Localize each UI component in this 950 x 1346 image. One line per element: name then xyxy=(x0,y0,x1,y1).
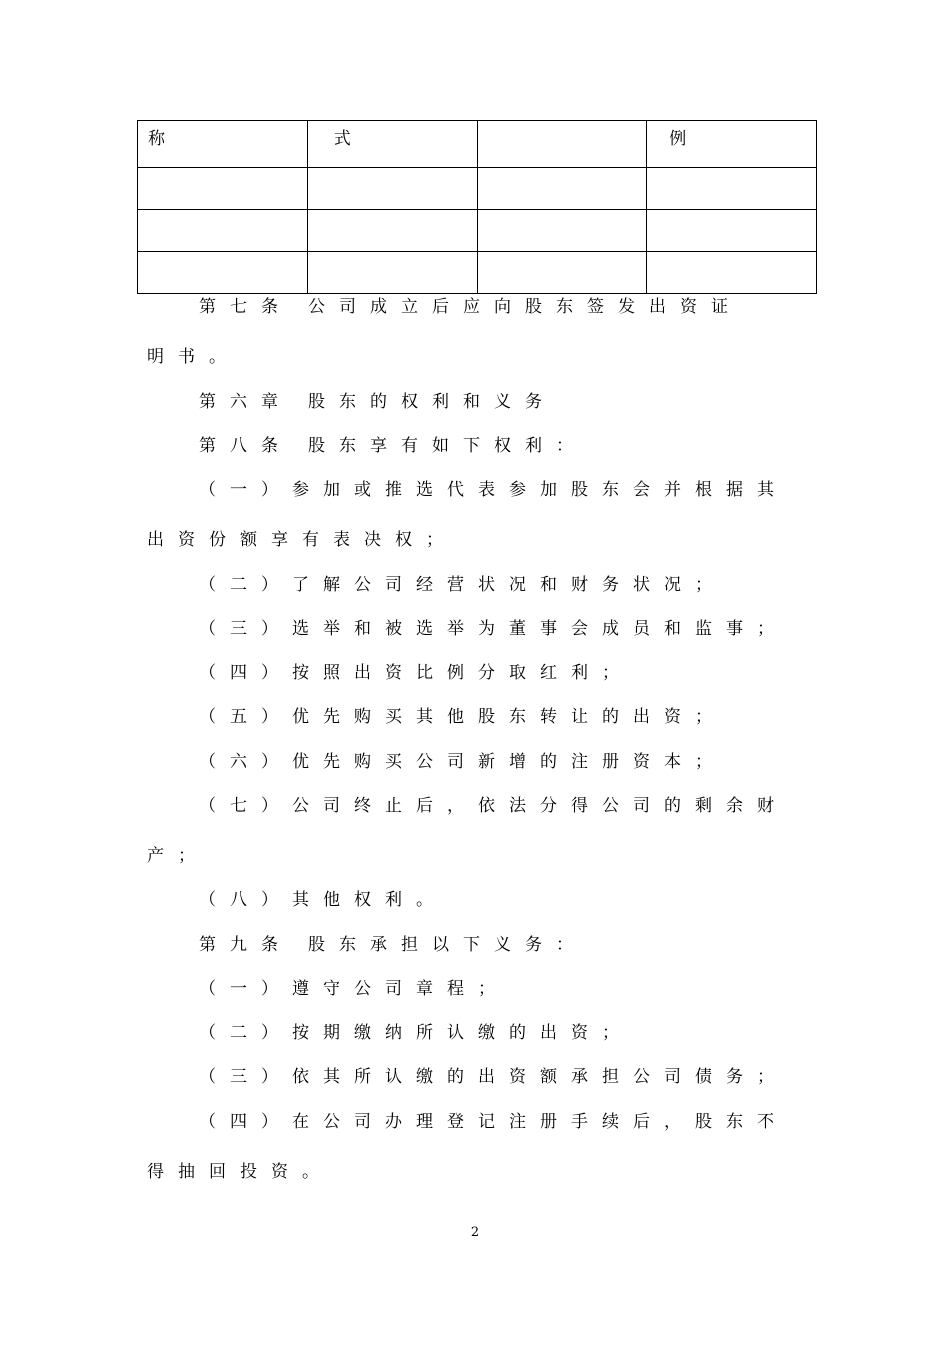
table-header-row xyxy=(138,121,817,168)
table-header-cell xyxy=(138,121,308,168)
header-label-ratio: 例 xyxy=(669,129,687,149)
list-item-line: （一）参加或推选代表参加股东会并根据其 xyxy=(199,480,788,500)
paragraph-line: 明书。 xyxy=(147,347,240,367)
article-number: 第九条 xyxy=(199,935,292,955)
list-item-line: （三）选举和被选举为董事会成员和监事； xyxy=(199,619,788,639)
table-row xyxy=(138,168,817,210)
article-number: 第八条 xyxy=(199,436,292,456)
table-cell xyxy=(477,168,647,210)
table-cell xyxy=(307,168,477,210)
article-text: 公司成立后应向股东签发出资证 xyxy=(308,297,742,317)
article-text: 股东承担以下义务： xyxy=(308,935,587,955)
table-cell xyxy=(647,210,817,252)
list-item-line: （二）了解公司经营状况和财务状况； xyxy=(199,575,726,595)
paragraph-line: 得抽回投资。 xyxy=(147,1162,333,1182)
article-7-line xyxy=(199,297,742,317)
list-item-line: （五）优先购买其他股东转让的出资； xyxy=(199,707,726,727)
article-9-line xyxy=(199,935,587,955)
header-label-empty xyxy=(478,121,647,124)
table-cell xyxy=(647,252,817,294)
chapter-title: 股东的权利和义务 xyxy=(308,392,556,412)
article-number: 第七条 xyxy=(199,297,292,317)
table-row xyxy=(138,210,817,252)
list-item-line: （四）按照出资比例分取红利； xyxy=(199,663,633,683)
list-item-line: （一）遵守公司章程； xyxy=(199,979,509,999)
table-header-cell xyxy=(307,121,477,168)
table-cell xyxy=(307,210,477,252)
table-header-cell xyxy=(647,121,817,168)
chapter-6-heading xyxy=(199,392,556,412)
table-cell xyxy=(138,252,308,294)
list-item-line: （二）按期缴纳所认缴的出资； xyxy=(199,1023,633,1043)
shareholder-table xyxy=(137,120,817,294)
article-8-line xyxy=(199,436,587,456)
table-cell xyxy=(477,252,647,294)
page-number: 2 xyxy=(470,1225,480,1240)
table-header-cell xyxy=(477,121,647,168)
table-cell xyxy=(647,168,817,210)
list-item-line: （七）公司终止后，依法分得公司的剩余财 xyxy=(199,796,788,816)
chapter-number: 第六章 xyxy=(199,392,292,412)
list-item-line: （八）其他权利。 xyxy=(199,890,447,910)
paragraph-line: 出资份额享有表决权； xyxy=(147,530,457,550)
list-item-line: （六）优先购买公司新增的注册资本； xyxy=(199,752,726,772)
paragraph-line: 产； xyxy=(147,846,209,866)
header-label-name: 称 xyxy=(148,129,165,149)
table-cell xyxy=(307,252,477,294)
header-label-method: 式 xyxy=(333,129,351,149)
table-cell xyxy=(138,168,308,210)
list-item-line: （四）在公司办理登记注册手续后，股东不 xyxy=(199,1112,788,1132)
table-row xyxy=(138,252,817,294)
list-item-line: （三）依其所认缴的出资额承担公司债务； xyxy=(199,1067,788,1087)
article-text: 股东享有如下权利： xyxy=(308,436,587,456)
table-cell xyxy=(138,210,308,252)
table-cell xyxy=(477,210,647,252)
